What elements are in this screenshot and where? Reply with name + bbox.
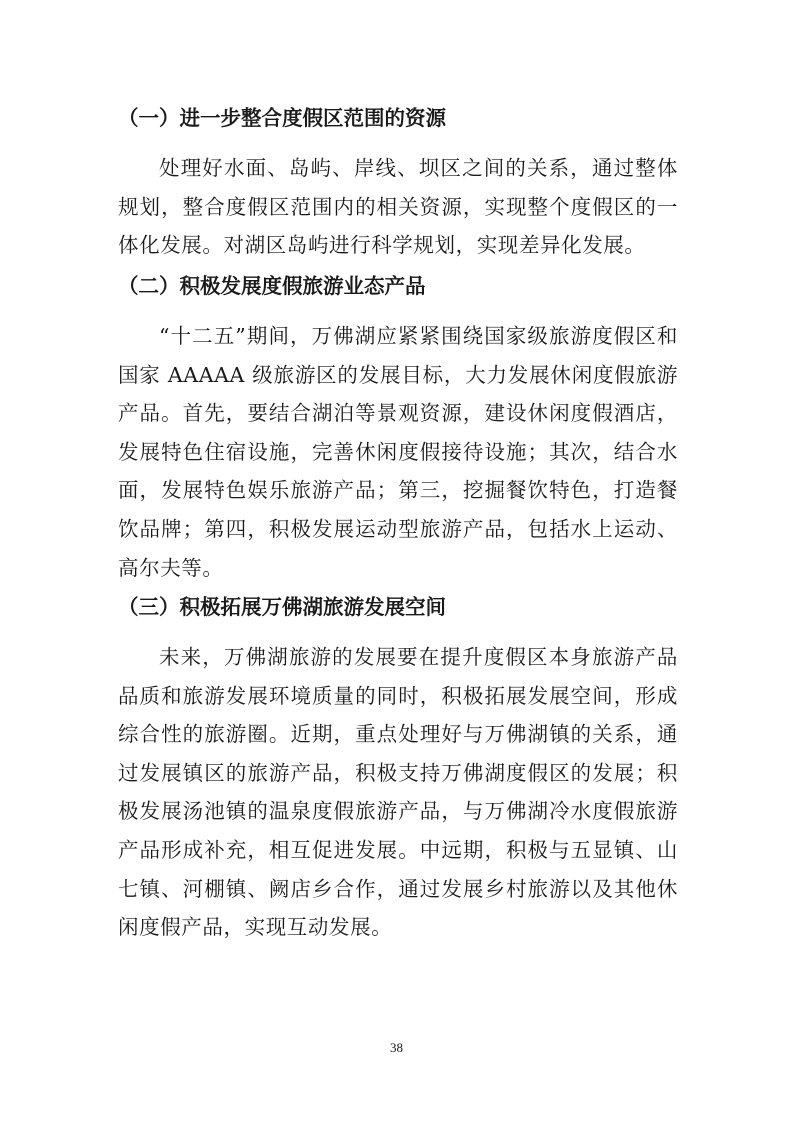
section-paragraph-1: 处理好水面、岛屿、岸线、坝区之间的关系，通过整体规划，整合度假区范围内的相关资源，实现整个度假区的一体化发展。对湖区岛屿进行科学规划，实现差异化发展。 bbox=[118, 156, 678, 258]
page-number: 38 bbox=[390, 1040, 403, 1055]
section-heading-1: （一）进一步整合度假区范围的资源 bbox=[118, 106, 446, 130]
section-paragraph-3: 未来，万佛湖旅游的发展要在提升度假区本身旅游产品品质和旅游发展环境质量的同时，积极拓展发展空间，形成综合性的旅游圈。近期，重点处理好与万佛湖镇的关系，通过发展镇区的旅游产品，积极支持万佛湖度假区的发展；积极发展汤池镇的温泉度假旅游产品，与万佛湖冷水度假旅游产品形成补充，相互促进发展。中远期，积极与五显镇、山七镇、河棚镇、阙店乡合作，通过发展乡村旅游以及其他休闲度假产品，实现互动发展。 bbox=[118, 645, 678, 940]
section-heading-3: （三）积极拓展万佛湖旅游发展空间 bbox=[118, 595, 446, 619]
section-paragraph-2: “十二五”期间，万佛湖应紧紧围绕国家级旅游度假区和国家 AAAAA 级旅游区的发展目标，大力发展休闲度假旅游产品。首先，要结合湖泊等景观资源，建设休闲度假酒店，发展特色住宿设施，完善休闲度假接待设施；其次，结合水面，发展特色娱乐旅游产品；第三，挖掘餐饮特色，打造餐饮品牌；第四，积极发展运动型旅游产品，包括水上运动、高尔夫等。 bbox=[118, 324, 678, 580]
section-heading-2: （二）积极发展度假旅游业态产品 bbox=[118, 274, 426, 298]
